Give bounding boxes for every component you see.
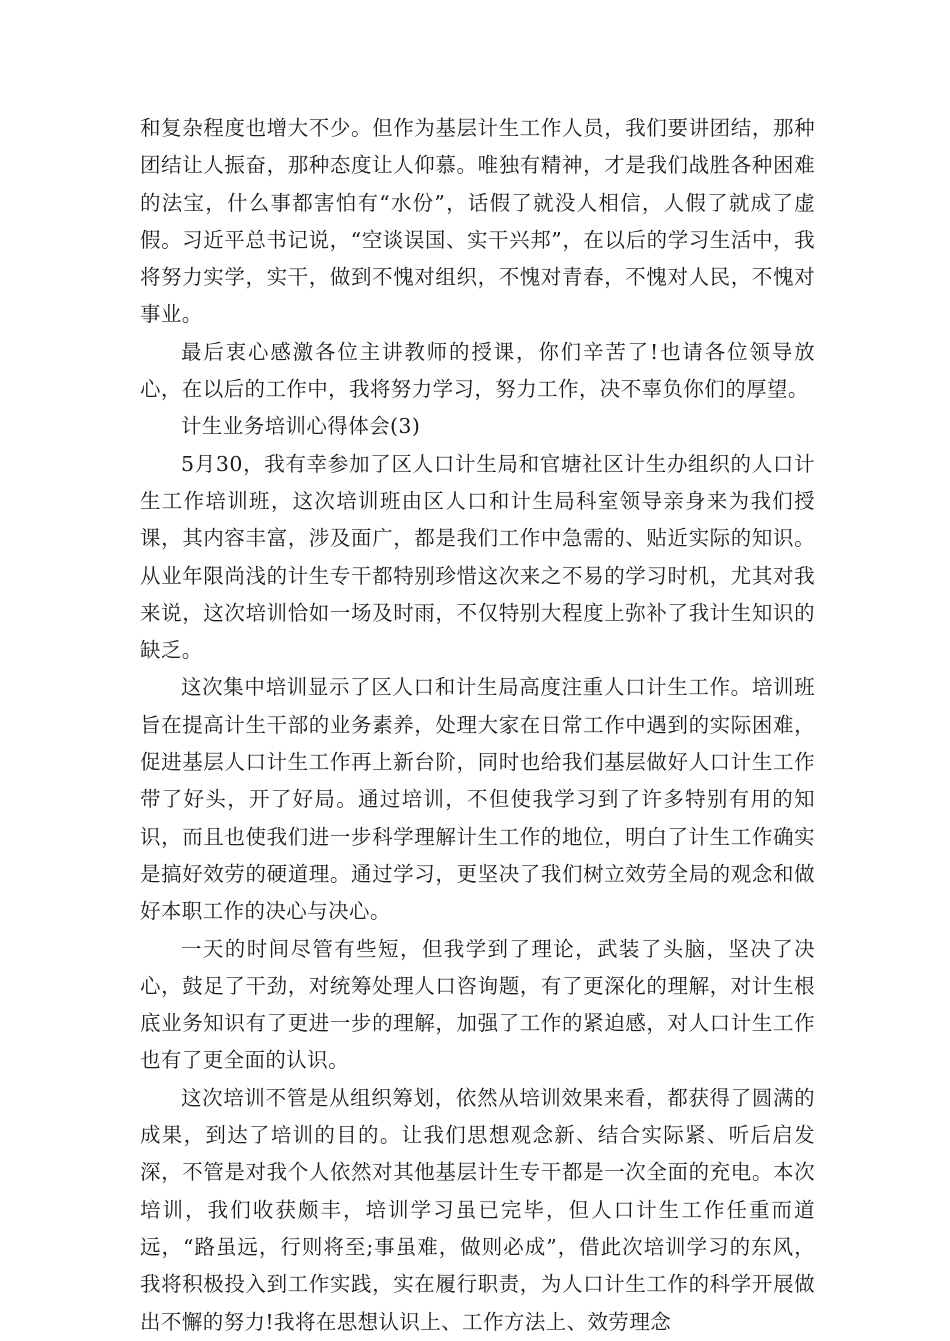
- document-body: [140, 110, 815, 1341]
- paragraph-continuation: 和复杂程度也增大不少。但作为基层计生工作人员，我们要讲团结，那种团结让人振奋，那种态度让人仰慕。唯独有精神，才是我们战胜各种困难的法宝，什么事都害怕有“水份”，话假了就没人相信，人假了就成了虚假。习近平总书记说，“空谈误国、实干兴邦”，在以后的学习生活中，我将努力实学，实干，做到不愧对组织，不愧对青春，不愧对人民，不愧对事业。: [140, 116, 815, 327]
- section-heading: 计生业务培训心得体会(3): [181, 414, 421, 439]
- paragraph-reflection: 一天的时间尽管有些短，但我学到了理论，武装了头脑，坚决了决心，鼓足了干劲，对统筹处理人口咨询题，有了更深化的理解，对计生根底业务知识有了更进一步的理解，加强了工作的紧迫感，对人口计生工作也有了更全面的认识。: [140, 936, 815, 1073]
- paragraph-thanks: 最后衷心感激各位主讲教师的授课，你们辛苦了!也请各位领导放心，在以后的工作中，我将努力学习，努力工作，决不辜负你们的厚望。: [140, 339, 815, 402]
- paragraph-significance: 这次集中培训显示了区人口和计生局高度注重人口计生工作。培训班旨在提高计生干部的业务素养，处理大家在日常工作中遇到的实际困难，促进基层人口计生工作再上新台阶，同时也给我们基层做好人口计生工作带了好头，开了好局。通过培训，不但使我学习到了许多特别有用的知识，而且也使我们进一步科学理解计生工作的地位，明白了计生工作确实是搞好效劳的硬道理。通过学习，更坚决了我们树立效劳全局的观念和做好本职工作的决心与决心。: [140, 675, 815, 924]
- paragraph-conclusion: 这次培训不管是从组织筹划，依然从培训效果来看，都获得了圆满的成果，到达了培训的目的。让我们思想观念新、结合实际紧、听后启发深，不管是对我个人依然对其他基层计生专干都是一次全面的充电。本次培训，我们收获颇丰，培训学习虽已完毕，但人口计生工作任重而道远，“路虽远，行则将至;事虽难，做则必成”，借此次培训学习的东风，我将积极投入到工作实践，实在履行职责，为人口计生工作的科学开展做出不懈的努力!我将在思想认识上、工作方法上、效劳理念: [140, 1085, 815, 1334]
- paragraph-intro: 5月30，我有幸参加了区人口计生局和官塘社区计生办组织的人口计生工作培训班，这次培训班由区人口和计生局科室领导亲身来为我们授课，其内容丰富，涉及面广，都是我们工作中急需的、贴近实际的知识。从业年限尚浅的计生专干都特别珍惜这次来之不易的学习时机，尤其对我来说，这次培训恰如一场及时雨，不仅特别大程度上弥补了我计生知识的缺乏。: [140, 451, 815, 663]
